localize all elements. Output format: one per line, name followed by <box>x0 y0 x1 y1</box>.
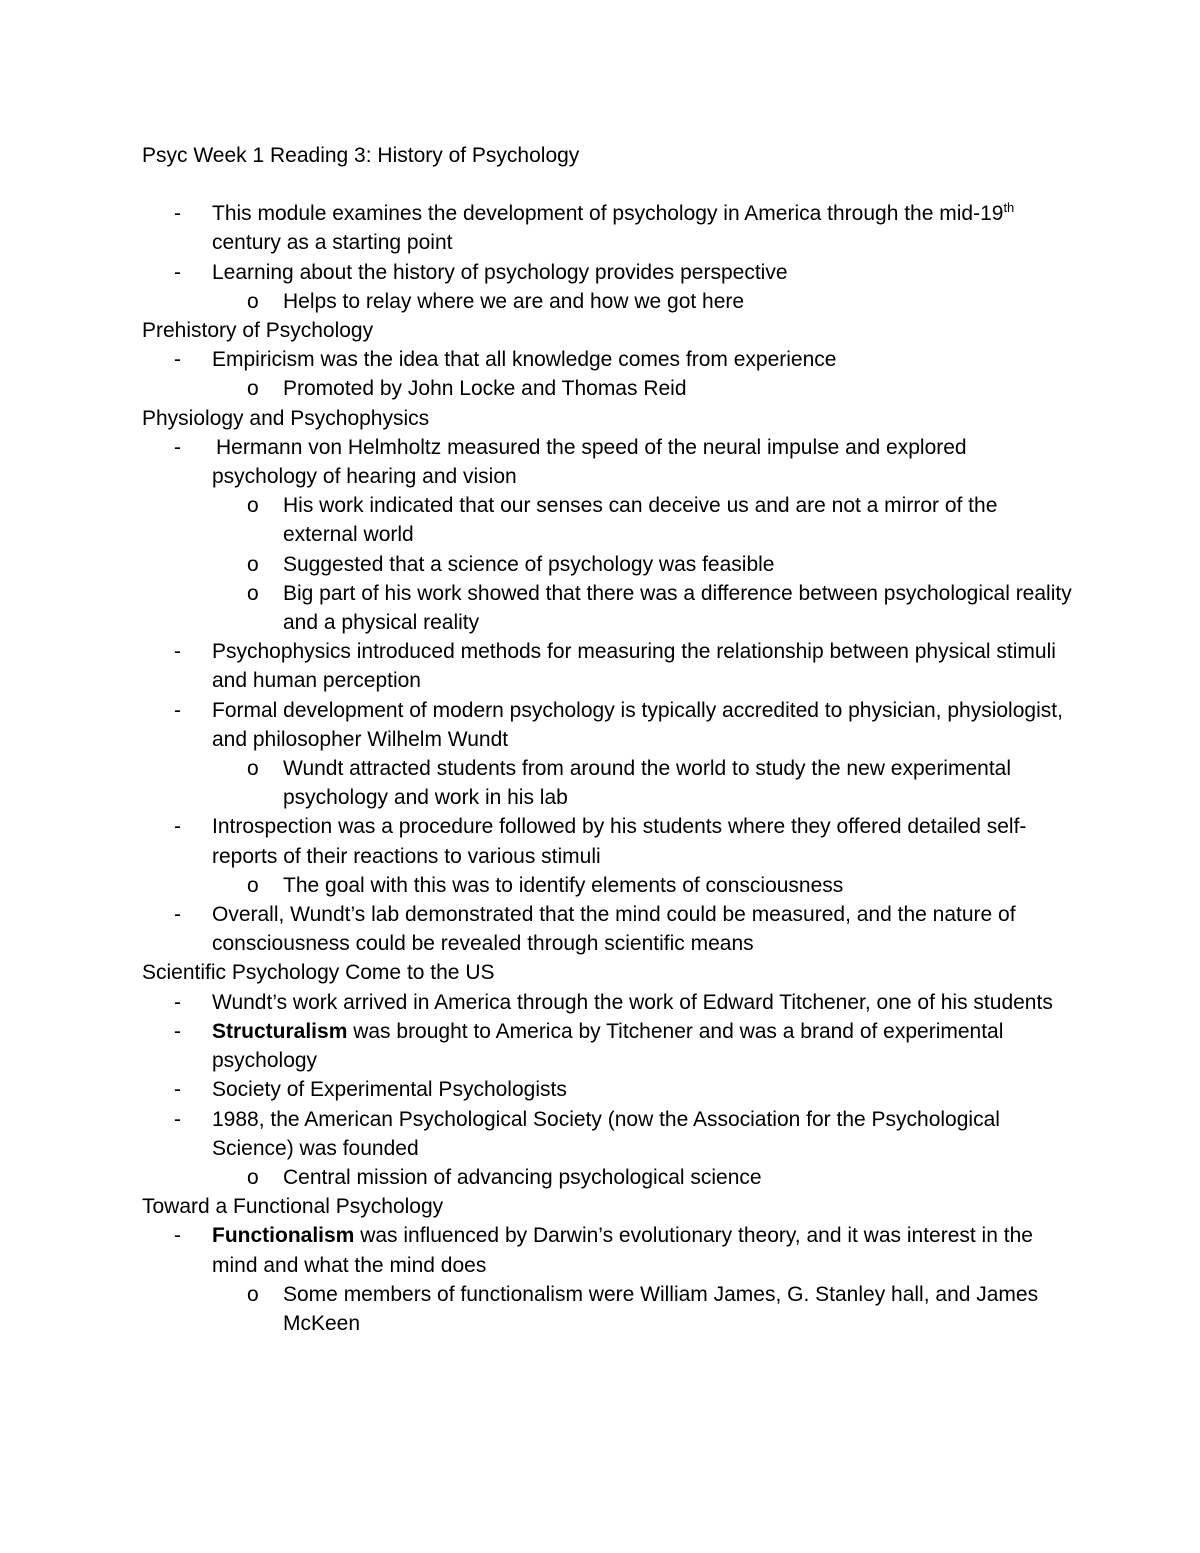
section-heading: Prehistory of Psychology <box>142 319 374 343</box>
superscript: th <box>1003 200 1015 216</box>
bullet-item <box>142 637 1072 695</box>
bullet-item <box>142 1017 1072 1075</box>
bullet-item <box>142 812 1072 870</box>
dash-marker: - <box>174 260 181 284</box>
bullet-text: Hermann von Helmholtz measured the speed of the neural impulse and explored psychology of hearing and vision <box>212 435 967 489</box>
dash-marker: - <box>174 1078 181 1102</box>
o-marker: o <box>247 757 259 781</box>
bullet-item <box>142 345 1072 374</box>
section-heading: Scientific Psychology Come to the US <box>142 961 495 985</box>
bullet-text: Empiricism was the idea that all knowledge comes from experience <box>212 348 837 372</box>
o-marker: o <box>247 377 259 401</box>
section-heading: Toward a Functional Psychology <box>142 1195 444 1219</box>
bullet-text: was brought to America by Titchener and was a brand of experimental psychology <box>212 1019 1004 1073</box>
dash-marker: - <box>174 1224 181 1248</box>
bullet-item <box>142 1075 1072 1104</box>
sub-bullet-text: The goal with this was to identify elements of consciousness <box>283 873 844 897</box>
bullet-text: Overall, Wundt’s lab demonstrated that the mind could be measured, and the nature of consciousness could be revealed through scientific means <box>212 903 1016 956</box>
bullet-text: This module examines the development of psychology in America through the mid-19 <box>212 202 1004 226</box>
o-marker: o <box>247 1165 259 1189</box>
section-heading: Physiology and Psychophysics <box>142 406 430 430</box>
o-marker: o <box>247 581 259 605</box>
dash-marker: - <box>174 815 181 839</box>
o-marker: o <box>247 494 259 518</box>
bullet-item <box>142 199 1072 257</box>
sub-bullet-item <box>142 1280 1072 1338</box>
bullet-text: Learning about the history of psychology provides perspective <box>212 260 788 284</box>
bullet-text: Formal development of modern psychology is typically accredited to physician, physiologist, and philosopher Wilhelm Wundt <box>212 698 1063 751</box>
dash-marker: - <box>174 348 181 372</box>
bullet-text: Introspection was a procedure followed by his students where they offered detailed self-reports of their reactions to various stimuli <box>212 815 1027 868</box>
bullet-item <box>142 258 1072 287</box>
bullet-text: 1988, the American Psychological Society (now the Association for the Psychological Science) was founded <box>212 1107 1000 1160</box>
bullet-text: was influenced by Darwin’s evolutionary theory, and it was interest in the mind and what the mind does <box>212 1224 1033 1277</box>
dash-marker: - <box>174 1107 181 1131</box>
bold-term: Functionalism <box>212 1224 355 1248</box>
dash-marker: - <box>174 640 181 664</box>
sub-bullet-item <box>142 374 1072 403</box>
bullet-text: Society of Experimental Psychologists <box>212 1078 567 1102</box>
dash-marker: - <box>174 990 181 1014</box>
sub-bullet-text: Wundt attracted students from around the world to study the new experimental psychology and work in his lab <box>283 757 1012 810</box>
sub-bullet-item <box>142 871 1072 900</box>
document-body <box>142 141 1072 1338</box>
o-marker: o <box>247 552 259 576</box>
sub-bullet-text: His work indicated that our senses can deceive us and are not a mirror of the external world <box>283 494 998 547</box>
document-title: Psyc Week 1 Reading 3: History of Psychology <box>142 144 580 167</box>
sub-bullet-text: Some members of functionalism were William James, G. Stanley hall, and James McKeen <box>283 1282 1039 1335</box>
bullet-text-cont: century as a starting point <box>212 231 453 255</box>
sub-bullet-text: Big part of his work showed that there was a difference between psychological reality and a physical reality <box>283 581 1072 635</box>
dash-marker: - <box>174 1019 181 1043</box>
bullet-item <box>142 696 1072 754</box>
bold-term: Structuralism <box>212 1019 348 1043</box>
sub-bullet-item <box>142 550 1072 579</box>
sub-bullet-item <box>142 754 1072 812</box>
o-marker: o <box>247 1282 259 1306</box>
sub-bullet-item <box>142 1163 1072 1192</box>
o-marker: o <box>247 873 259 897</box>
bullet-item <box>142 1221 1072 1279</box>
dash-marker: - <box>174 903 181 927</box>
bullet-text: Wundt’s work arrived in America through the work of Edward Titchener, one of his students <box>212 990 1053 1014</box>
bullet-text: Psychophysics introduced methods for measuring the relationship between physical stimuli and human perception <box>212 640 1056 693</box>
bullet-item <box>142 900 1072 958</box>
bullet-item <box>142 433 1072 491</box>
bullet-item <box>142 1105 1072 1163</box>
dash-marker: - <box>174 435 181 459</box>
sub-bullet-item <box>142 491 1072 549</box>
sub-bullet-text: Central mission of advancing psychological science <box>283 1165 762 1189</box>
dash-marker: - <box>174 202 181 226</box>
bullet-item <box>142 988 1072 1017</box>
sub-bullet-text: Suggested that a science of psychology was feasible <box>283 552 775 576</box>
sub-bullet-item <box>142 287 1072 316</box>
sub-bullet-item <box>142 579 1072 637</box>
sub-bullet-text: Helps to relay where we are and how we got here <box>283 289 745 313</box>
dash-marker: - <box>174 698 181 722</box>
sub-bullet-text: Promoted by John Locke and Thomas Reid <box>283 377 687 401</box>
o-marker: o <box>247 289 259 313</box>
